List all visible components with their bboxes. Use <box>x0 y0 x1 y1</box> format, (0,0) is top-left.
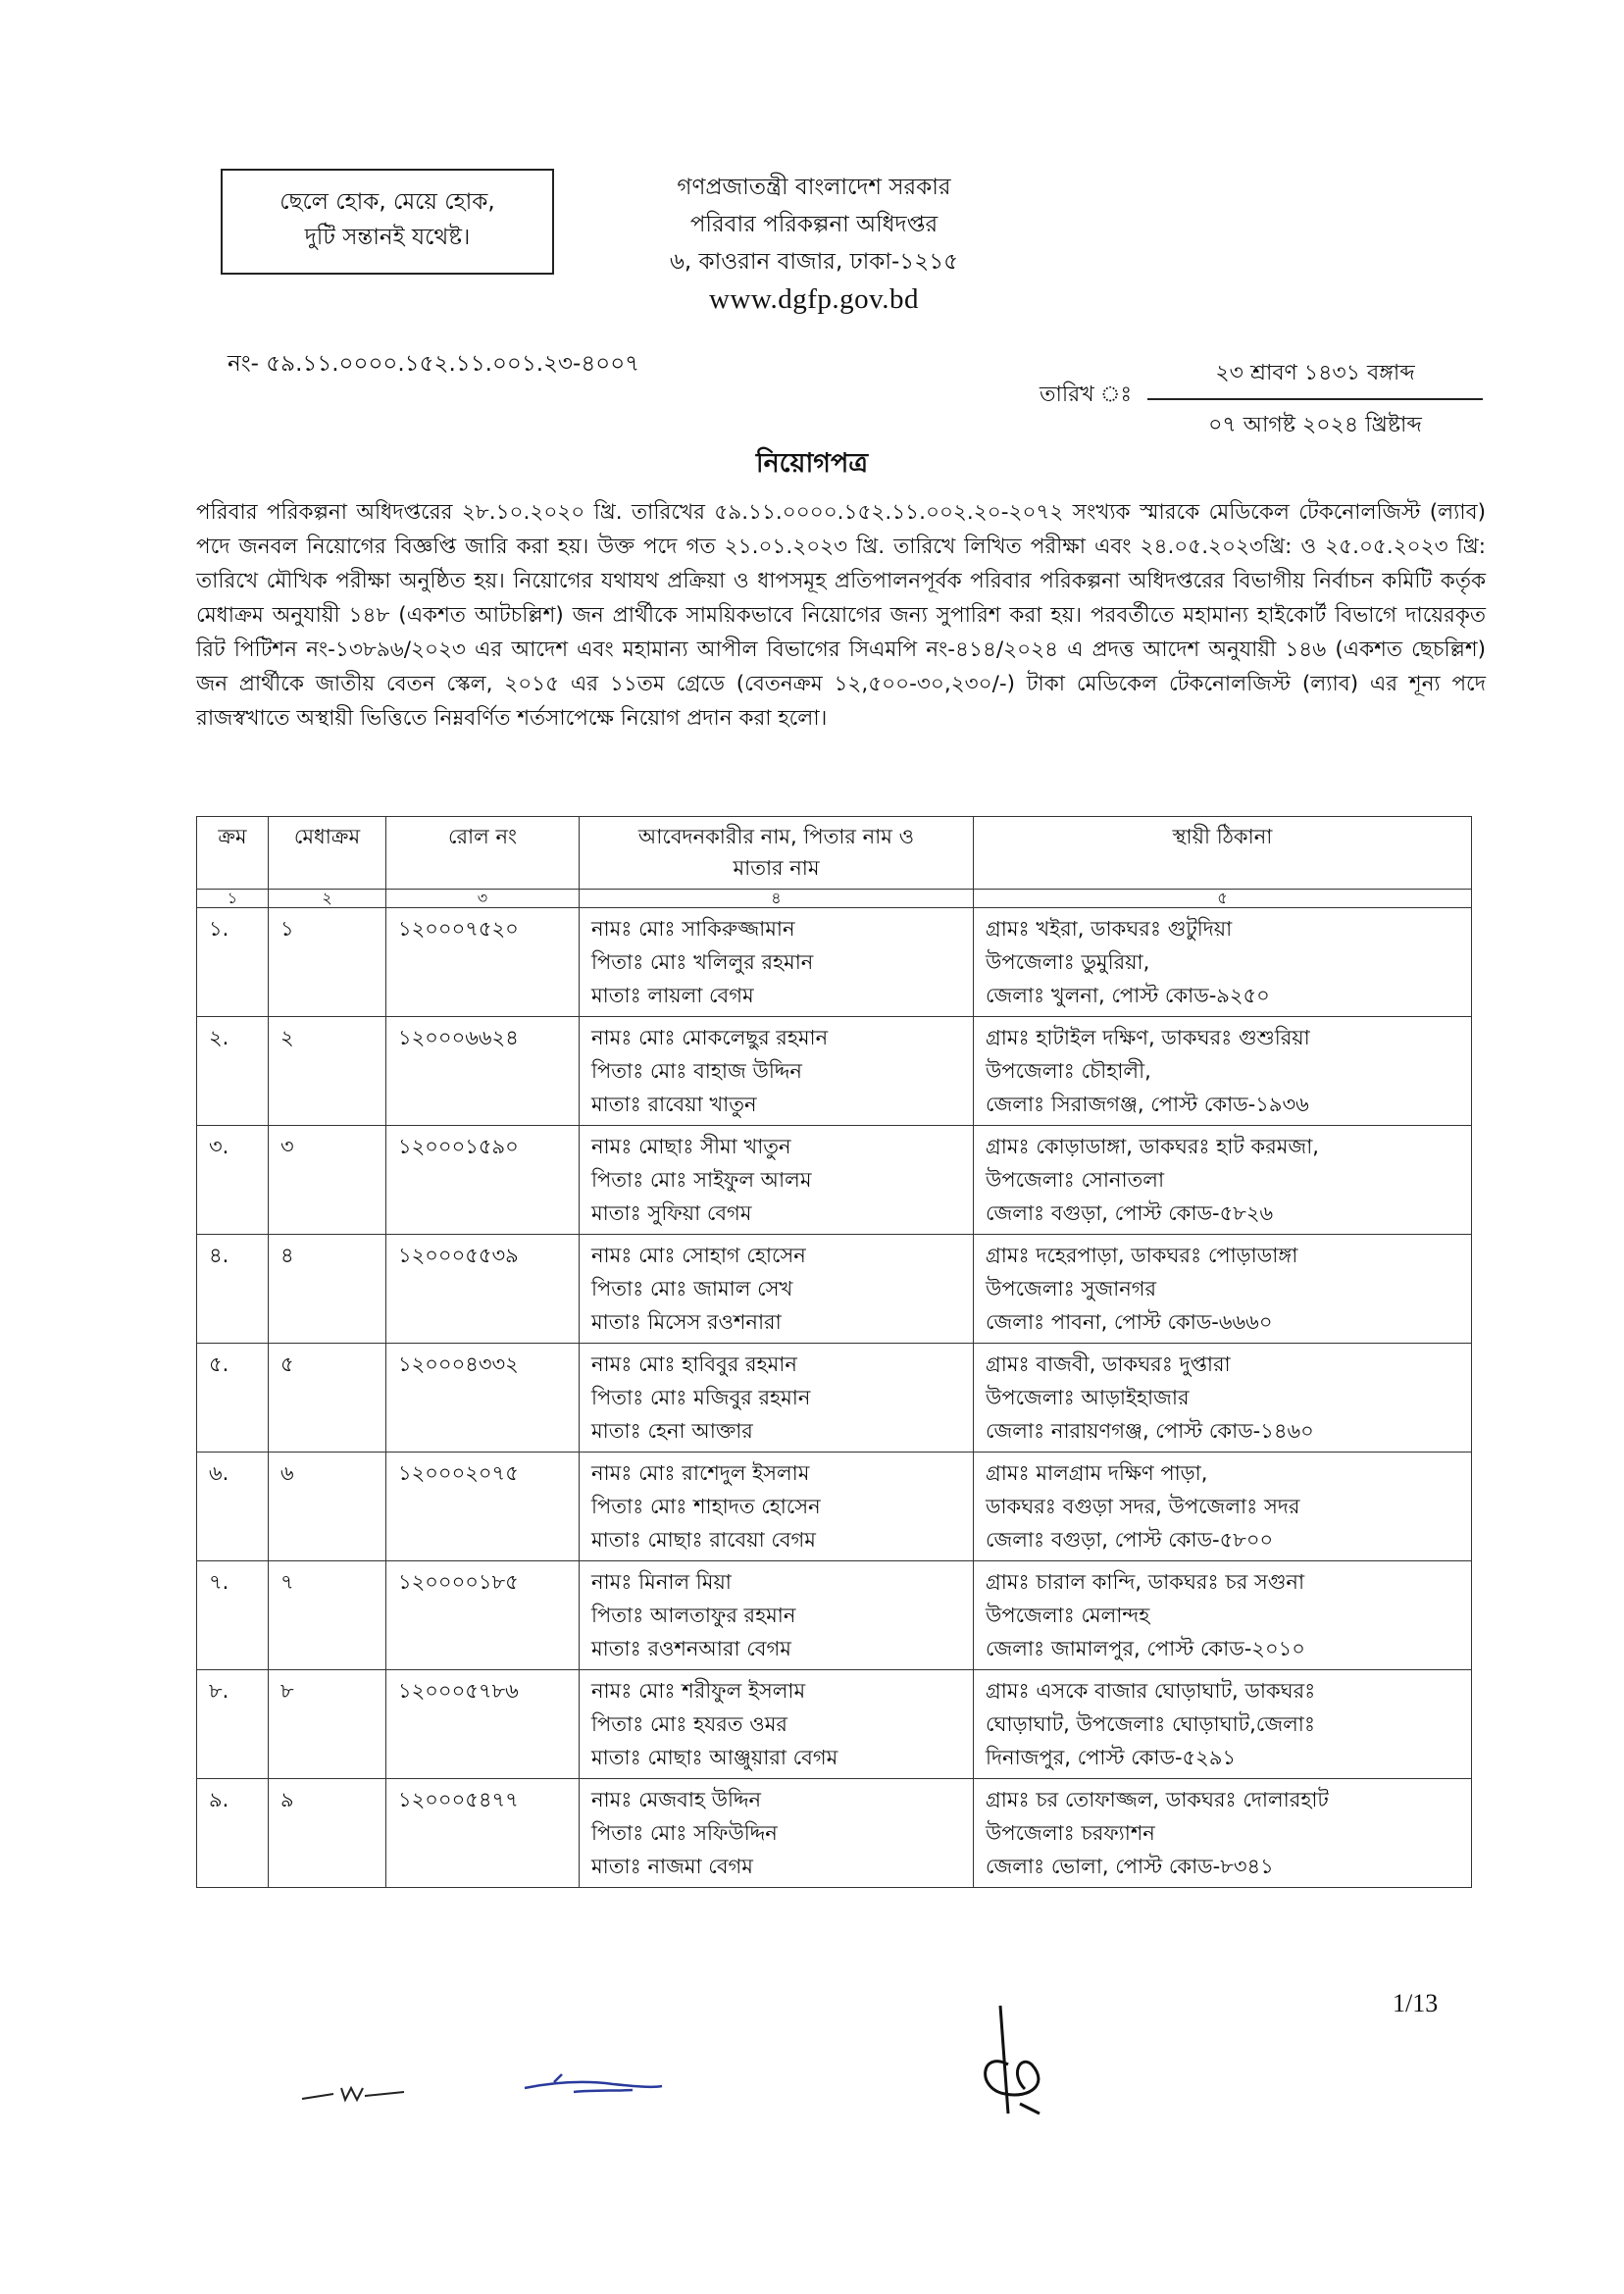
name-line: নামঃ মোঃ সোহাগ হোসেন <box>591 1244 806 1267</box>
cell-names <box>580 1561 974 1670</box>
table-body <box>197 908 1472 1888</box>
name-line: নামঃ মোঃ শরীফুল ইসলাম <box>591 1679 806 1703</box>
name-line: নামঃ মিনাল মিয়া <box>591 1570 732 1594</box>
header-name-line-1: আবেদনকারীর নাম, পিতার নাম ও <box>637 825 915 848</box>
column-number: ৫ <box>974 890 1472 908</box>
address-line: উপজেলাঃ চৌহালী, <box>986 1059 1151 1083</box>
cell-serial: ৯. <box>197 1779 269 1888</box>
address-line: উপজেলাঃ সুজানগর <box>986 1277 1157 1300</box>
cell-names <box>580 1017 974 1126</box>
address-line: উপজেলাঃ ডুমুরিয়া, <box>986 950 1150 974</box>
table-row <box>197 1017 1472 1126</box>
slogan-line-2: দুটি সন্তানই যথেষ্ট। <box>304 225 471 250</box>
page-number: 1/13 <box>1393 1989 1439 2017</box>
date-label: তারিখ ঃ <box>1040 382 1133 407</box>
cell-address <box>974 1561 1472 1670</box>
initial-signature-3 <box>971 1996 1079 2123</box>
cell-roll: ১২০০০৬৬২৪ <box>386 1017 580 1126</box>
header-merit: মেধাক্রম <box>269 817 386 890</box>
cell-address <box>974 1670 1472 1779</box>
name-line: নামঃ মোঃ সাকিরুজ্জামান <box>591 917 795 941</box>
name-line: মাতাঃ রওশনআরা বেগম <box>591 1637 791 1660</box>
address-line: গ্রামঃ চারাল কান্দি, ডাকঘরঃ চর সগুনা <box>986 1570 1305 1594</box>
table-row <box>197 1779 1472 1888</box>
header-address: স্থায়ী ঠিকানা <box>974 817 1472 890</box>
cell-names <box>580 1779 974 1888</box>
column-number-row <box>197 890 1472 908</box>
slogan-line-1: ছেলে হোক, মেয়ে হোক, <box>279 189 495 215</box>
address-line: গ্রামঃ খইরা, ডাকঘরঃ গুটুদিয়া <box>986 917 1233 941</box>
date-bangla: ২৩ শ্রাবণ ১৪৩১ বঙ্গাব্দ <box>1147 356 1483 400</box>
column-number: ১ <box>197 890 269 908</box>
address-line: জেলাঃ নারায়ণগঞ্জ, পোস্ট কোড-১৪৬০ <box>986 1419 1314 1443</box>
name-line: মাতাঃ মোছাঃ আঞ্জুয়ারা বেগম <box>591 1746 838 1769</box>
table-row <box>197 908 1472 1017</box>
address-line: গ্রামঃ মালগ্রাম দক্ষিণ পাড়া, <box>986 1461 1208 1485</box>
cell-roll: ১২০০০৪৩৩২ <box>386 1344 580 1453</box>
table-row <box>197 1670 1472 1779</box>
name-line: নামঃ মোঃ হাবিবুর রহমান <box>591 1352 797 1376</box>
cell-names <box>580 908 974 1017</box>
name-line: মাতাঃ লায়লা বেগম <box>591 984 754 1007</box>
cell-merit: ২ <box>269 1017 386 1126</box>
header-name-line-2: মাতার নাম <box>733 856 820 880</box>
name-line: পিতাঃ মোঃ খলিলুর রহমান <box>591 950 814 974</box>
cell-merit: ১ <box>269 908 386 1017</box>
cell-names <box>580 1344 974 1453</box>
address-line: জেলাঃ বগুড়া, পোস্ট কোড-৫৮০০ <box>986 1528 1274 1552</box>
body-paragraph: পরিবার পরিকল্পনা অধিদপ্তরের ২৮.১০.২০২০ খ্রি. তারিখের ৫৯.১১.০০০০.১৫২.১১.০০২.২০-২০৭২ সংখ্যক স্মারকে মেডিকেল টেকনোলজিস্ট (ল্যাব) পদে জনবল নিয়োগের বিজ্ঞপ্তি জারি করা হয়। উক্ত পদে গত ২১.০১.২০২৩ খ্রি. তারিখে লিখিত পরীক্ষা এবং ২৪.০৫.২০২৩খ্রি: ও ২৫.০৫.২০২৩ খ্রি: তারিখে মৌখিক পরীক্ষা অনুষ্ঠিত হয়। নিয়োগের যথাযথ প্রক্রিয়া ও ধাপসমূহ প্রতিপালনপূর্বক পরিবার পরিকল্পনা অধিদপ্তরের বিভাগীয় নির্বাচন কমিটি কর্তৃক মেধাক্রম অনুযায়ী ১৪৮ (একশত আটচল্লিশ) জন প্রার্থীকে সাময়িকভাবে নিয়োগের জন্য সুপারিশ করা হয়। পরবর্তীতে মহামান্য হাইকোর্ট বিভাগে দায়েরকৃত রিট পিটিশন নং-১৩৮৯৬/২০২৩ এর আদেশ এবং মহামান্য আপীল বিভাগের সিএমপি নং-৪১৪/২০২৪ এ প্রদত্ত আদেশ অনুযায়ী ১৪৬ (একশত ছেচল্লিশ) জন প্রার্থীকে জাতীয় বেতন স্কেল, ২০১৫ এর ১১তম গ্রেডে (বেতনক্রম ১২,৫০০-৩০,২৩০/-) টাকা মেডিকেল টেকনোলজিস্ট (ল্যাব) এর শূন্য পদে রাজস্বখাতে অস্থায়ী ভিত্তিতে নিম্নবর্ণিত শর্তসাপেক্ষে নিয়োগ প্রদান করা হলো। <box>196 500 1486 731</box>
cell-address <box>974 1017 1472 1126</box>
address-line: গ্রামঃ বাজবী, ডাকঘরঃ দুপ্তারা <box>986 1352 1231 1376</box>
address-line: জেলাঃ ভোলা, পোস্ট কোড-৮৩৪১ <box>986 1855 1274 1878</box>
date-block <box>1147 356 1483 444</box>
column-number: ৩ <box>386 890 580 908</box>
cell-serial: ২. <box>197 1017 269 1126</box>
address-line: জেলাঃ জামালপুর, পোস্ট কোড-২০১০ <box>986 1637 1305 1660</box>
cell-serial: ৭. <box>197 1561 269 1670</box>
name-line: নামঃ মোছাঃ সীমা খাতুন <box>591 1135 791 1158</box>
header-name <box>580 817 974 890</box>
name-line: মাতাঃ মোছাঃ রাবেয়া বেগম <box>591 1528 816 1552</box>
name-line: পিতাঃ মোঃ সফিউদ্দিন <box>591 1821 778 1845</box>
cell-merit: ৯ <box>269 1779 386 1888</box>
header-serial: ক্রম <box>197 817 269 890</box>
slogan-box <box>221 169 554 275</box>
table-row <box>197 1126 1472 1235</box>
cell-serial: ৬. <box>197 1453 269 1561</box>
cell-serial: ৫. <box>197 1344 269 1453</box>
cell-serial: ১. <box>197 908 269 1017</box>
date-english: ০৭ আগষ্ট ২০২৪ খ্রিষ্টাব্দ <box>1208 413 1422 437</box>
name-line: পিতাঃ মোঃ বাহাজ উদ্দিন <box>591 1059 802 1083</box>
address-line: উপজেলাঃ চরফ্যাশন <box>986 1821 1155 1845</box>
table-row <box>197 1453 1472 1561</box>
address-line: উপজেলাঃ আড়াইহাজার <box>986 1386 1190 1409</box>
name-line: নামঃ মোঃ রাশেদুল ইসলাম <box>591 1461 810 1485</box>
cell-merit: ৮ <box>269 1670 386 1779</box>
org-line-address: ৬, কাওরান বাজার, ঢাকা-১২১৫ <box>669 249 959 275</box>
organization-header <box>588 169 1040 318</box>
cell-address <box>974 908 1472 1017</box>
address-line: জেলাঃ বগুড়া, পোস্ট কোড-৫৮২৬ <box>986 1201 1274 1225</box>
cell-address <box>974 1779 1472 1888</box>
cell-merit: ৭ <box>269 1561 386 1670</box>
cell-serial: ৪. <box>197 1235 269 1344</box>
column-number: ২ <box>269 890 386 908</box>
name-line: মাতাঃ হেনা আক্তার <box>591 1419 753 1443</box>
initial-signature-2 <box>515 2065 672 2104</box>
name-line: মাতাঃ মিসেস রওশনারা <box>591 1310 782 1334</box>
cell-merit: ৪ <box>269 1235 386 1344</box>
table-header-row <box>197 817 1472 890</box>
address-line: ডাকঘরঃ বগুড়া সদর, উপজেলাঃ সদর <box>986 1495 1300 1518</box>
cell-merit: ৫ <box>269 1344 386 1453</box>
memo-number: নং- ৫৯.১১.০০০০.১৫২.১১.০০১.২৩-৪০০৭ <box>228 351 640 377</box>
initial-signature-1 <box>294 2074 412 2114</box>
name-line: মাতাঃ রাবেয়া খাতুন <box>591 1093 757 1116</box>
address-line: দিনাজপুর, পোস্ট কোড-৫২৯১ <box>986 1746 1237 1769</box>
name-line: পিতাঃ মোঃ সাইফুল আলম <box>591 1168 812 1192</box>
cell-merit: ৬ <box>269 1453 386 1561</box>
appointee-table <box>196 816 1472 1888</box>
cell-roll: ১২০০০৫৪৭৭ <box>386 1779 580 1888</box>
address-line: গ্রামঃ এসকে বাজার ঘোড়াঘাট, ডাকঘরঃ <box>986 1679 1316 1703</box>
name-line: পিতাঃ মোঃ হযরত ওমর <box>591 1712 787 1736</box>
name-line: পিতাঃ মোঃ মজিবুর রহমান <box>591 1386 811 1409</box>
address-line: উপজেলাঃ মেলান্দহ <box>986 1604 1150 1627</box>
cell-names <box>580 1453 974 1561</box>
org-website: www.dgfp.gov.bd <box>709 283 919 315</box>
name-line: পিতাঃ মোঃ জামাল সেখ <box>591 1277 793 1300</box>
cell-address <box>974 1126 1472 1235</box>
column-number: ৪ <box>580 890 974 908</box>
cell-names <box>580 1126 974 1235</box>
name-line: মাতাঃ সুফিয়া বেগম <box>591 1201 752 1225</box>
cell-roll: ১২০০০৫৫৩৯ <box>386 1235 580 1344</box>
address-line: ঘোড়াঘাট, উপজেলাঃ ঘোড়াঘাট,জেলাঃ <box>986 1712 1316 1736</box>
name-line: নামঃ মোঃ মোকলেছুর রহমান <box>591 1026 829 1049</box>
table-row <box>197 1235 1472 1344</box>
document-title: নিয়োগপত্র <box>755 448 869 479</box>
address-line: গ্রামঃ হাটাইল দক্ষিণ, ডাকঘরঃ গুশুরিয়া <box>986 1026 1310 1049</box>
address-line: উপজেলাঃ সোনাতলা <box>986 1168 1165 1192</box>
table-row <box>197 1561 1472 1670</box>
cell-address <box>974 1453 1472 1561</box>
address-line: গ্রামঃ কোড়াডাঙ্গা, ডাকঘরঃ হাট করমজা, <box>986 1135 1319 1158</box>
address-line: গ্রামঃ দহেরপাড়া, ডাকঘরঃ পোড়াডাঙ্গা <box>986 1244 1298 1267</box>
name-line: পিতাঃ মোঃ শাহাদত হোসেন <box>591 1495 821 1518</box>
cell-roll: ১২০০০৫৭৮৬ <box>386 1670 580 1779</box>
address-line: জেলাঃ খুলনা, পোস্ট কোড-৯২৫০ <box>986 984 1270 1007</box>
table-row <box>197 1344 1472 1453</box>
name-line: পিতাঃ আলতাফুর রহমান <box>591 1604 796 1627</box>
cell-roll: ১২০০০০১৮৫ <box>386 1561 580 1670</box>
cell-roll: ১২০০০১৫৯০ <box>386 1126 580 1235</box>
cell-roll: ১২০০০২০৭৫ <box>386 1453 580 1561</box>
address-line: জেলাঃ সিরাজগঞ্জ, পোস্ট কোড-১৯৩৬ <box>986 1093 1309 1116</box>
cell-address <box>974 1235 1472 1344</box>
cell-address <box>974 1344 1472 1453</box>
cell-names <box>580 1670 974 1779</box>
org-line-government: গণপ্রজাতন্ত্রী বাংলাদেশ সরকার <box>677 175 951 200</box>
cell-roll: ১২০০০৭৫২০ <box>386 908 580 1017</box>
address-line: গ্রামঃ চর তোফাজ্জল, ডাকঘরঃ দোলারহাট <box>986 1788 1329 1811</box>
cell-merit: ৩ <box>269 1126 386 1235</box>
cell-names <box>580 1235 974 1344</box>
cell-serial: ৩. <box>197 1126 269 1235</box>
org-line-directorate: পরিবার পরিকল্পনা অধিদপ্তর <box>689 212 939 237</box>
header-roll: রোল নং <box>386 817 580 890</box>
cell-serial: ৮. <box>197 1670 269 1779</box>
address-line: জেলাঃ পাবনা, পোস্ট কোড-৬৬৬০ <box>986 1310 1273 1334</box>
name-line: নামঃ মেজবাহ উদ্দিন <box>591 1788 762 1811</box>
name-line: মাতাঃ নাজমা বেগম <box>591 1855 753 1878</box>
